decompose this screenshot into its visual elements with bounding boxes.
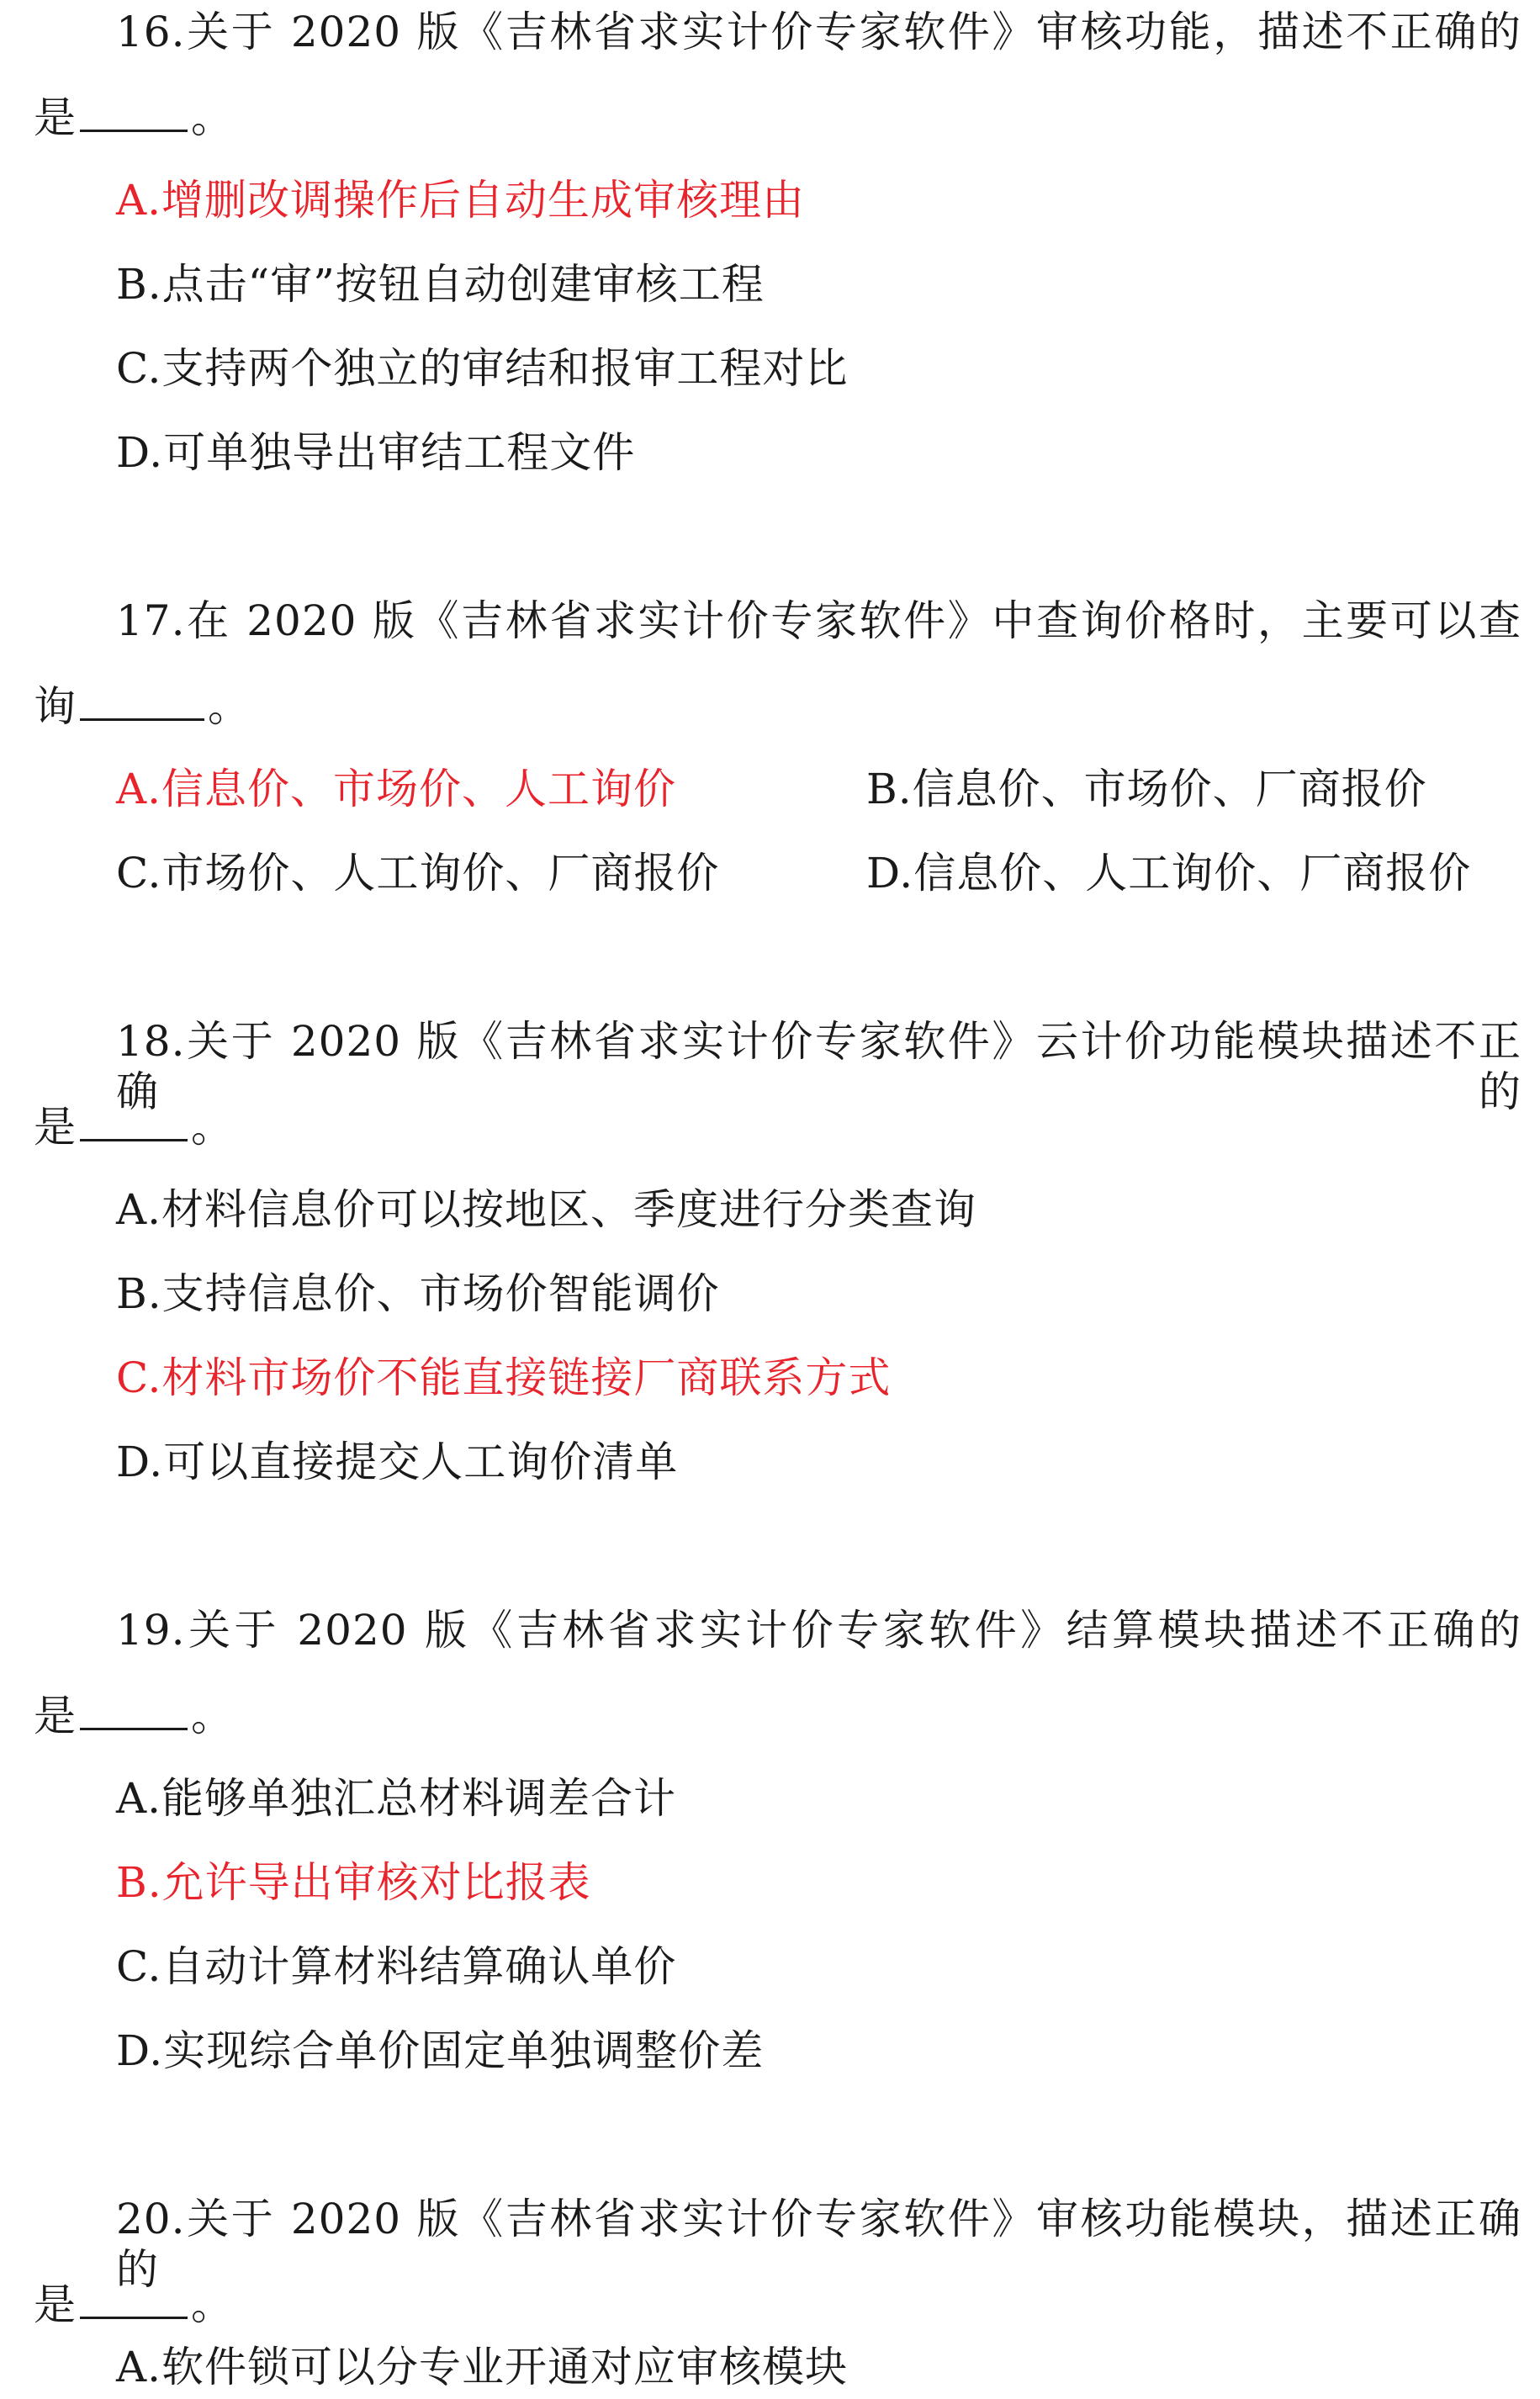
question-17-stem-suffix: 。 xyxy=(208,682,251,731)
question-18-stem-line2 xyxy=(34,1100,234,1152)
question-20-option-a: A.软件锁可以分专业开通对应审核模块 xyxy=(116,2343,849,2391)
answer-blank xyxy=(80,1689,188,1730)
question-19-option-b: B.允许导出审核对比报表 xyxy=(116,1858,591,1907)
question-18-stem-suffix: 。 xyxy=(191,1103,234,1152)
question-16-stem-prefix: 是 xyxy=(34,93,77,142)
question-16-stem-line2 xyxy=(34,91,234,143)
question-18-stem-line1: 18.关于 2020 版《吉林省求实计价专家软件》云计价功能模块描述不正确的 xyxy=(116,1017,1521,1116)
question-18-option-a: A.材料信息价可以按地区、季度进行分类查询 xyxy=(116,1185,977,1234)
question-19-stem-prefix: 是 xyxy=(34,1692,77,1740)
question-17-option-d: D.信息价、人工询价、厂商报价 xyxy=(866,849,1472,898)
question-16-option-c: C.支持两个独立的审结和报审工程对比 xyxy=(116,344,849,393)
question-16-option-a: A.增删改调操作后自动生成审核理由 xyxy=(116,176,806,225)
question-19-stem-line2 xyxy=(34,1689,234,1741)
question-19-stem-line1: 19.关于 2020 版《吉林省求实计价专家软件》结算模块描述不正确的 xyxy=(116,1606,1521,1655)
question-20-stem-line1: 20.关于 2020 版《吉林省求实计价专家软件》审核功能模块，描述正确的 xyxy=(116,2195,1521,2294)
question-16-option-b: B.点击“审”按钮自动创建审核工程 xyxy=(116,260,765,309)
question-16-option-d: D.可单独导出审结工程文件 xyxy=(116,428,636,477)
question-19-option-a: A.能够单独汇总材料调差合计 xyxy=(116,1774,677,1823)
answer-blank xyxy=(80,91,188,132)
question-20-stem-line2 xyxy=(34,2278,234,2330)
question-18-option-b: B.支持信息价、市场价智能调价 xyxy=(116,1269,720,1318)
question-18-option-c: C.材料市场价不能直接链接厂商联系方式 xyxy=(116,1353,892,1402)
question-17-option-a: A.信息价、市场价、人工询价 xyxy=(116,765,677,813)
question-18-option-d: D.可以直接提交人工询价清单 xyxy=(116,1438,679,1486)
answer-blank xyxy=(80,2278,188,2319)
question-19-stem-suffix: 。 xyxy=(191,1692,234,1740)
question-18-stem-prefix: 是 xyxy=(34,1103,77,1152)
question-17-option-b: B.信息价、市场价、厂商报价 xyxy=(866,765,1427,813)
answer-blank xyxy=(80,1100,188,1141)
question-20-stem-prefix: 是 xyxy=(34,2280,77,2329)
question-19-option-c: C.自动计算材料结算确认单价 xyxy=(116,1942,677,1991)
question-17-stem-line2 xyxy=(34,680,251,732)
question-17-option-c: C.市场价、人工询价、厂商报价 xyxy=(116,849,720,898)
question-17-stem-prefix: 询 xyxy=(34,682,77,731)
question-19-option-d: D.实现综合单价固定单独调整价差 xyxy=(116,2026,765,2075)
question-16-stem-suffix: 。 xyxy=(191,93,234,142)
answer-blank xyxy=(80,680,204,721)
question-17-stem-line1: 17.在 2020 版《吉林省求实计价专家软件》中查询价格时，主要可以查 xyxy=(116,596,1521,645)
question-16-stem-line1: 16.关于 2020 版《吉林省求实计价专家软件》审核功能，描述不正确的 xyxy=(116,8,1521,56)
question-20-stem-suffix: 。 xyxy=(191,2280,234,2329)
